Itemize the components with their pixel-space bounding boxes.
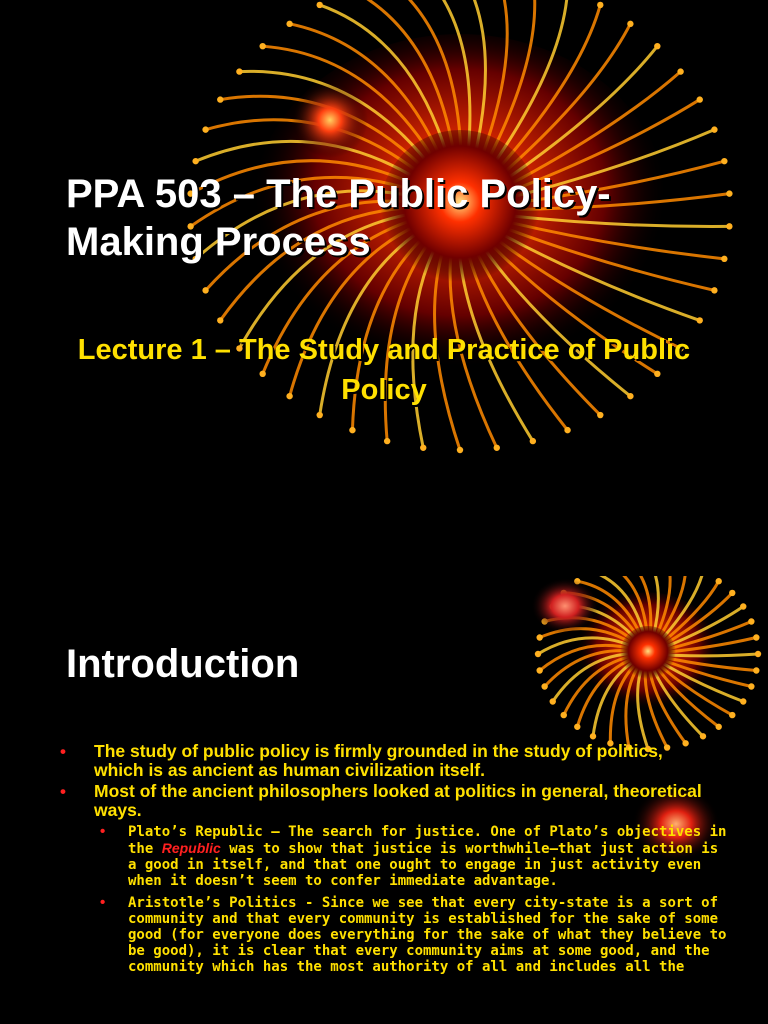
sub-bullet-list — [100, 824, 727, 975]
small-glow-icon — [530, 576, 600, 636]
sub-bullet-item — [100, 824, 730, 889]
emphasis-text: Republic — [161, 840, 221, 856]
bullet-list — [66, 741, 727, 981]
small-glow-icon — [290, 80, 370, 160]
slide-title: Introduction — [66, 642, 300, 686]
sub-bullet-text: Plato’s Republic – The search for justice. One of Plato’s objectives in the — [128, 824, 727, 857]
slide-subtitle: Lecture 1 – The Study and Practice of Public Policy — [77, 334, 691, 406]
bullet-text: Most of the ancient philosophers looked at politics in general, theoretical ways. — [94, 781, 702, 820]
slide-title: PPA 503 – The Public Policy-Making Process — [66, 172, 611, 264]
bullet-item — [66, 781, 727, 975]
sub-bullet-text: was to show that justice is worthwhile—that just action is a good in itself, and that one ought to engage in just activity even when it doesn’t seem to confer immediate advantage. — [128, 841, 719, 889]
sub-bullet-item: • Aristotle’s Politics - Since we see that every city-state is a sort of community and that every community is established for the sake of some good (for everyone does everything for the sake of what they believe to be good), it is clear that every community aims at some good, and the community which has the most authority of all and includes all the — [100, 895, 730, 975]
slide-2 — [0, 576, 768, 1024]
bullet-item: • The study of public policy is firmly grounded in the study of politics, which is as ancient as human civilization itself. — [66, 742, 706, 780]
